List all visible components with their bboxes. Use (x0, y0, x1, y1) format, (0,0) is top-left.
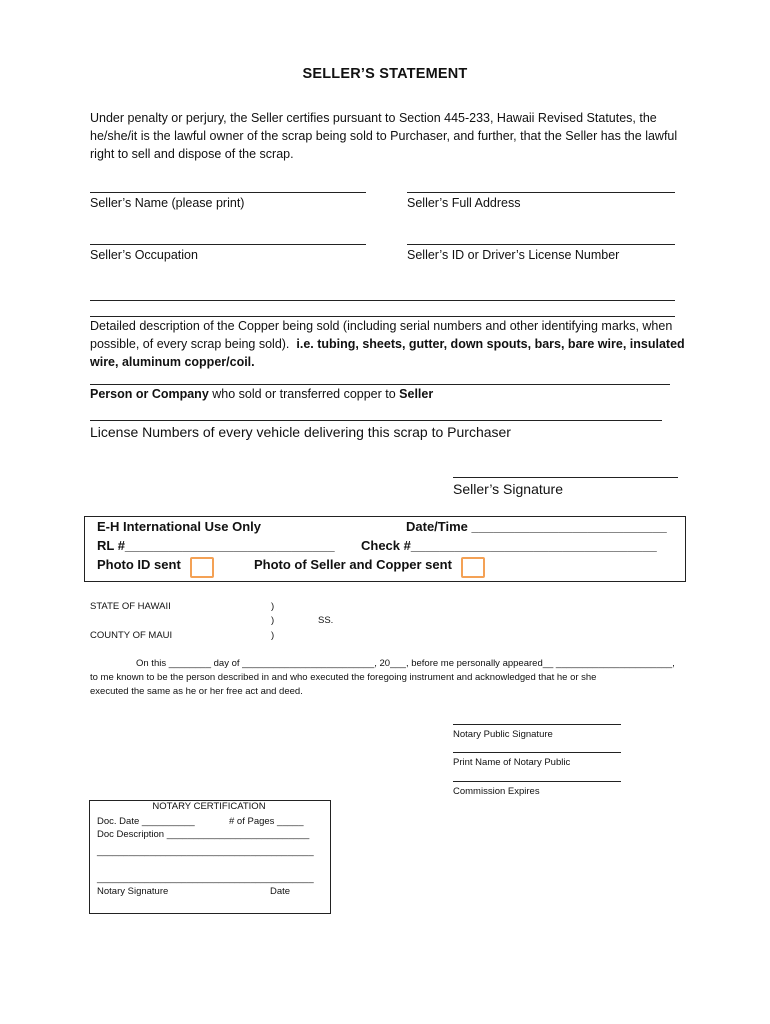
seller-name-label: Seller’s Name (please print) (90, 196, 245, 210)
description-bold-1: i.e. tubing, sheets, gutter, down spouts, bars, bare wire, (296, 337, 627, 351)
photo-seller-label: Photo of Seller and Copper sent (254, 557, 452, 572)
photo-id-checkbox[interactable] (190, 557, 214, 578)
description-plain: Detailed description of the Copper being sold (including serial numbers and other identifying marks, when possible, of every scrap being sold). (90, 319, 673, 351)
person-company-seller: Seller (399, 387, 434, 401)
person-company-line[interactable] (90, 384, 670, 385)
seller-occupation-line[interactable] (90, 244, 366, 245)
county-label: COUNTY OF MAUI (90, 630, 173, 641)
seller-signature-label: Seller’s Signature (453, 481, 563, 497)
paren-3: ) (271, 630, 275, 641)
eh-check-field[interactable]: Check #__________________________________ (361, 538, 657, 553)
seller-occupation-label: Seller’s Occupation (90, 248, 198, 262)
description-text (90, 317, 690, 371)
description-line-1[interactable] (90, 300, 675, 301)
state-label: STATE OF HAWAII (90, 601, 171, 612)
photo-id-label: Photo ID sent (97, 557, 181, 572)
seller-id-line[interactable] (407, 244, 675, 245)
person-company-bold: Person or Company (90, 387, 209, 401)
notary-cert-signature-line[interactable]: _________________________________________ (97, 873, 314, 884)
intro-paragraph: Under penalty or perjury, the Seller certifies pursuant to Section 445-233, Hawaii Revised Statutes, the he/she/it is the lawful owner of the scrap being sold to Purchaser, and further, that the Seller has the lawful right to sell and dispose of the scrap. (90, 111, 678, 161)
known-line-2: executed the same as he or her free act and deed. (90, 686, 303, 697)
seller-address-line[interactable] (407, 192, 675, 193)
notary-cert-date-label: Date (270, 886, 291, 897)
pages-field[interactable]: # of Pages _____ (229, 816, 304, 827)
eh-date-time[interactable]: Date/Time ___________________________ (406, 519, 667, 534)
seller-id-label: Seller’s ID or Driver’s License Number (407, 248, 620, 262)
license-numbers-label: License Numbers of every vehicle delivering this scrap to Purchaser (90, 424, 511, 440)
notary-signature-line[interactable] (453, 724, 621, 725)
document-title: SELLER’S STATEMENT (302, 66, 468, 82)
seller-signature-line[interactable] (453, 477, 678, 478)
notary-cert-heading: NOTARY CERTIFICATION (152, 801, 266, 812)
seller-name-line[interactable] (90, 192, 366, 193)
photo-seller-checkbox[interactable] (461, 557, 485, 578)
person-company-plain: who sold or transferred copper to (208, 387, 400, 401)
person-company-label (90, 387, 433, 401)
notary-signature-label: Notary Public Signature (453, 729, 553, 740)
doc-description-field[interactable]: Doc Description ___________________________ (97, 829, 310, 840)
eh-rl-field[interactable]: RL #_____________________________ (97, 538, 335, 553)
notary-print-name-line[interactable] (453, 752, 621, 753)
doc-date-field[interactable]: Doc. Date __________ (97, 816, 195, 827)
license-numbers-line[interactable] (90, 420, 662, 421)
notary-cert-signature-label: Notary Signature (97, 886, 169, 897)
paren-2: ) (271, 615, 275, 626)
on-this-line[interactable]: On this ________ day of _________________________, 20___, before me personally appeared__ ______________________, (136, 658, 675, 669)
commission-line[interactable] (453, 781, 621, 782)
notary-print-name-label: Print Name of Notary Public (453, 757, 571, 768)
doc-description-line[interactable]: _________________________________________ (97, 846, 314, 857)
ss-label: SS. (318, 615, 334, 626)
paren-1: ) (271, 601, 275, 612)
commission-label: Commission Expires (453, 786, 540, 797)
seller-address-label: Seller’s Full Address (407, 196, 521, 210)
known-line-1: to me known to be the person described in and who executed the foregoing instrument and acknowledged that he or she (90, 672, 597, 683)
eh-heading: E-H International Use Only (97, 519, 261, 534)
description-bold-2: insulated wire, aluminum copper/coil. (90, 337, 685, 369)
